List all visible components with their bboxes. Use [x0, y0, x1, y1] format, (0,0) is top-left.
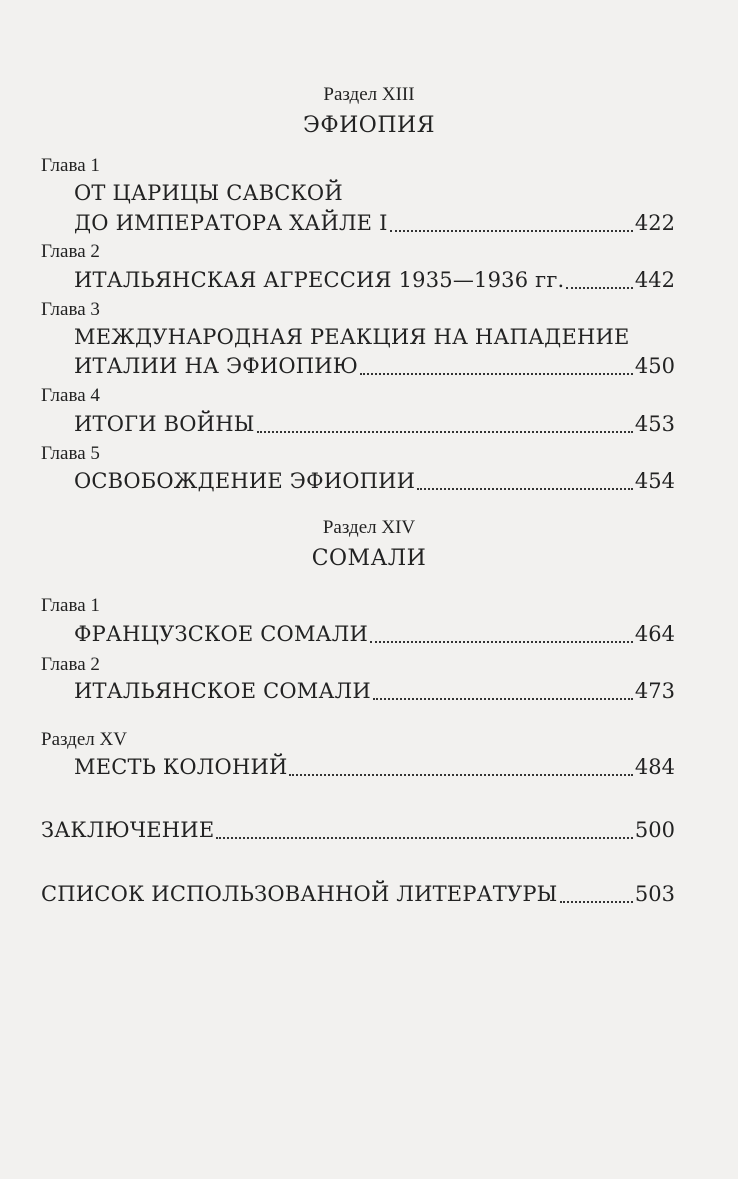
s13-chapter-4-page: 453 — [634, 412, 675, 436]
section-14-label: Раздел XIV — [322, 517, 416, 538]
section-13-title: ЭФИОПИЯ — [303, 113, 435, 138]
s13-chapter-1-title-line2: ДО ИМПЕРАТОРА ХАЙЛЕ I — [74, 211, 388, 235]
s13-chapter-3-entry[interactable] — [74, 354, 675, 378]
s13-chapter-5-page: 454 — [634, 469, 675, 493]
conclusion-title: ЗАКЛЮЧЕНИЕ — [41, 818, 215, 842]
conclusion-entry[interactable] — [41, 818, 675, 842]
bibliography-entry[interactable] — [41, 882, 675, 906]
s14-chapter-2-page: 473 — [634, 679, 675, 703]
s14-chapter-1-page: 464 — [634, 622, 675, 646]
leader-dots — [560, 901, 633, 903]
s13-chapter-5-label: Глава 5 — [41, 443, 100, 464]
leader-dots — [289, 774, 632, 776]
s13-chapter-2-title: ИТАЛЬЯНСКАЯ АГРЕССИЯ 1935—1936 гг. — [74, 268, 565, 292]
section-15-label: Раздел XV — [41, 729, 127, 750]
bibliography-title: СПИСОК ИСПОЛЬЗОВАННОЙ ЛИТЕРАТУРЫ — [41, 882, 558, 906]
leader-dots — [373, 698, 633, 700]
s14-chapter-2-entry[interactable] — [74, 679, 675, 703]
s13-chapter-1-entry[interactable] — [74, 211, 675, 235]
section-15-entry[interactable] — [74, 755, 675, 779]
s14-chapter-1-title: ФРАНЦУЗСКОЕ СОМАЛИ — [74, 622, 369, 646]
section-15-page: 484 — [634, 755, 675, 779]
leader-dots — [360, 373, 633, 375]
s13-chapter-1-label: Глава 1 — [41, 155, 100, 176]
s13-chapter-4-title: ИТОГИ ВОЙНЫ — [74, 412, 255, 436]
s13-chapter-1-page: 422 — [634, 211, 675, 235]
leader-dots — [257, 431, 633, 433]
conclusion-page: 500 — [634, 818, 675, 842]
section-15-title: МЕСТЬ КОЛОНИЙ — [74, 755, 288, 779]
leader-dots — [390, 230, 633, 232]
leader-dots — [370, 641, 633, 643]
s13-chapter-1-title-line1: ОТ ЦАРИЦЫ САВСКОЙ — [74, 181, 343, 205]
s13-chapter-4-label: Глава 4 — [41, 385, 100, 406]
leader-dots — [566, 287, 632, 289]
s13-chapter-2-entry[interactable] — [74, 268, 675, 292]
section-14-title: СОМАЛИ — [311, 546, 427, 571]
leader-dots — [216, 837, 633, 839]
s14-chapter-2-label: Глава 2 — [41, 654, 100, 675]
s13-chapter-3-title-line1: МЕЖДУНАРОДНАЯ РЕАКЦИЯ НА НАПАДЕНИЕ — [74, 325, 630, 349]
s14-chapter-1-entry[interactable] — [74, 622, 675, 646]
s13-chapter-3-page: 450 — [634, 354, 675, 378]
s13-chapter-4-entry[interactable] — [74, 412, 675, 436]
s14-chapter-2-title: ИТАЛЬЯНСКОЕ СОМАЛИ — [74, 679, 371, 703]
section-13-label: Раздел XIII — [323, 84, 415, 105]
s13-chapter-2-label: Глава 2 — [41, 241, 100, 262]
s13-chapter-3-title-line2: ИТАЛИИ НА ЭФИОПИЮ — [74, 354, 359, 378]
s14-chapter-1-label: Глава 1 — [41, 595, 100, 616]
s13-chapter-5-title: ОСВОБОЖДЕНИЕ ЭФИОПИИ — [74, 469, 416, 493]
s13-chapter-3-label: Глава 3 — [41, 299, 100, 320]
bibliography-page: 503 — [634, 882, 675, 906]
s13-chapter-2-page: 442 — [634, 268, 675, 292]
leader-dots — [417, 488, 633, 490]
s13-chapter-5-entry[interactable] — [74, 469, 675, 493]
